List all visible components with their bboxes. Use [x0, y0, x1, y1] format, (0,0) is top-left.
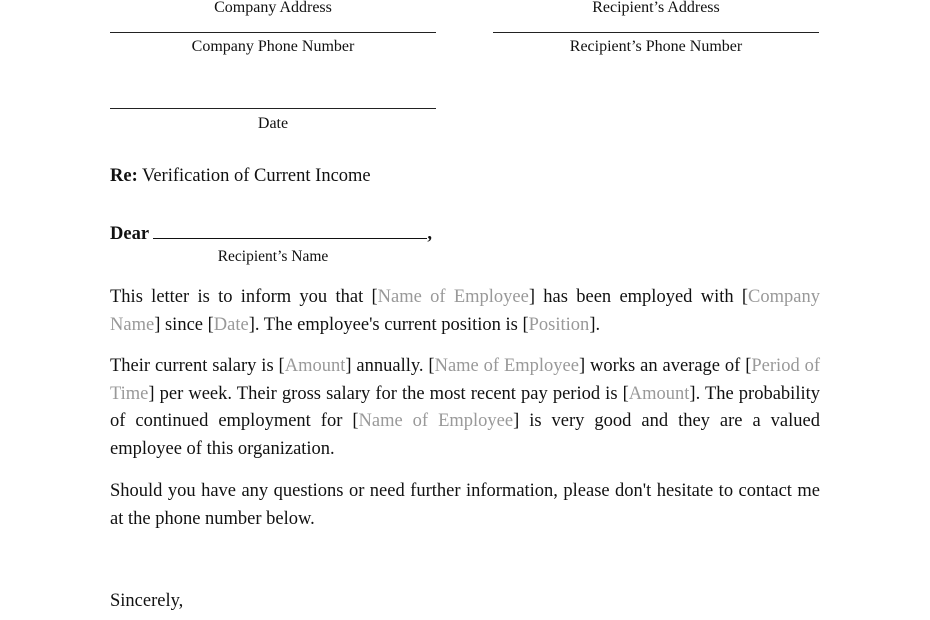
placeholder-amount: Amount — [284, 356, 346, 376]
text: ] per week. Their gross salary for the most recent pay period is [ — [148, 383, 629, 404]
placeholder-company-name: Company Name — [110, 287, 820, 335]
text: ] is very good and they are a valued employee of this organization. — [110, 411, 820, 459]
date-line — [110, 108, 436, 109]
recipient-phone-label: Recipient’s Phone Number — [569, 38, 743, 55]
paragraph-1 — [110, 284, 820, 339]
salutation-comma: , — [427, 224, 432, 244]
company-phone-line — [110, 32, 436, 33]
recipient-name-label: Recipient’s Name — [217, 248, 329, 265]
text: ]. — [589, 314, 601, 335]
closing: Sincerely, — [110, 591, 184, 611]
company-phone-label: Company Phone Number — [191, 38, 355, 55]
placeholder-amount: Amount — [628, 383, 690, 404]
text: ] since [ — [154, 314, 214, 335]
text: ] works an average of [ — [578, 356, 752, 376]
text: ] annually. [ — [345, 356, 435, 376]
recipient-name-blank — [153, 220, 427, 239]
company-address-label: Company Address — [214, 0, 332, 16]
re-subject: Verification of Current Income — [142, 166, 371, 186]
recipient-phone-line — [493, 32, 819, 33]
placeholder-period-of-time: Period of Time — [110, 356, 820, 404]
date-label: Date — [257, 115, 289, 132]
text: Their current salary is [ — [110, 356, 285, 376]
placeholder-employee-name: Name of Employee — [358, 411, 514, 431]
recipient-address-label: Recipient’s Address — [592, 0, 720, 16]
text: ]. The probability of continued employment for [ — [110, 383, 820, 431]
text: ] has been employed with [ — [528, 287, 749, 307]
re-line — [110, 166, 371, 187]
text: ]. The employee's current position is [ — [248, 314, 529, 335]
placeholder-employee-name: Name of Employee — [377, 287, 529, 307]
paragraph-3: Should you have any questions or need further information, please don't hesitate to contact me at the phone number below. — [110, 481, 820, 529]
placeholder-employee-name: Name of Employee — [434, 356, 579, 376]
placeholder-date: Date — [213, 314, 249, 335]
paragraph-2 — [110, 353, 820, 463]
re-prefix: Re: — [110, 166, 138, 186]
placeholder-position: Position — [528, 314, 590, 335]
dear-text: Dear — [110, 224, 149, 244]
text: This letter is to inform you that [ — [110, 287, 378, 307]
salutation — [110, 220, 432, 245]
